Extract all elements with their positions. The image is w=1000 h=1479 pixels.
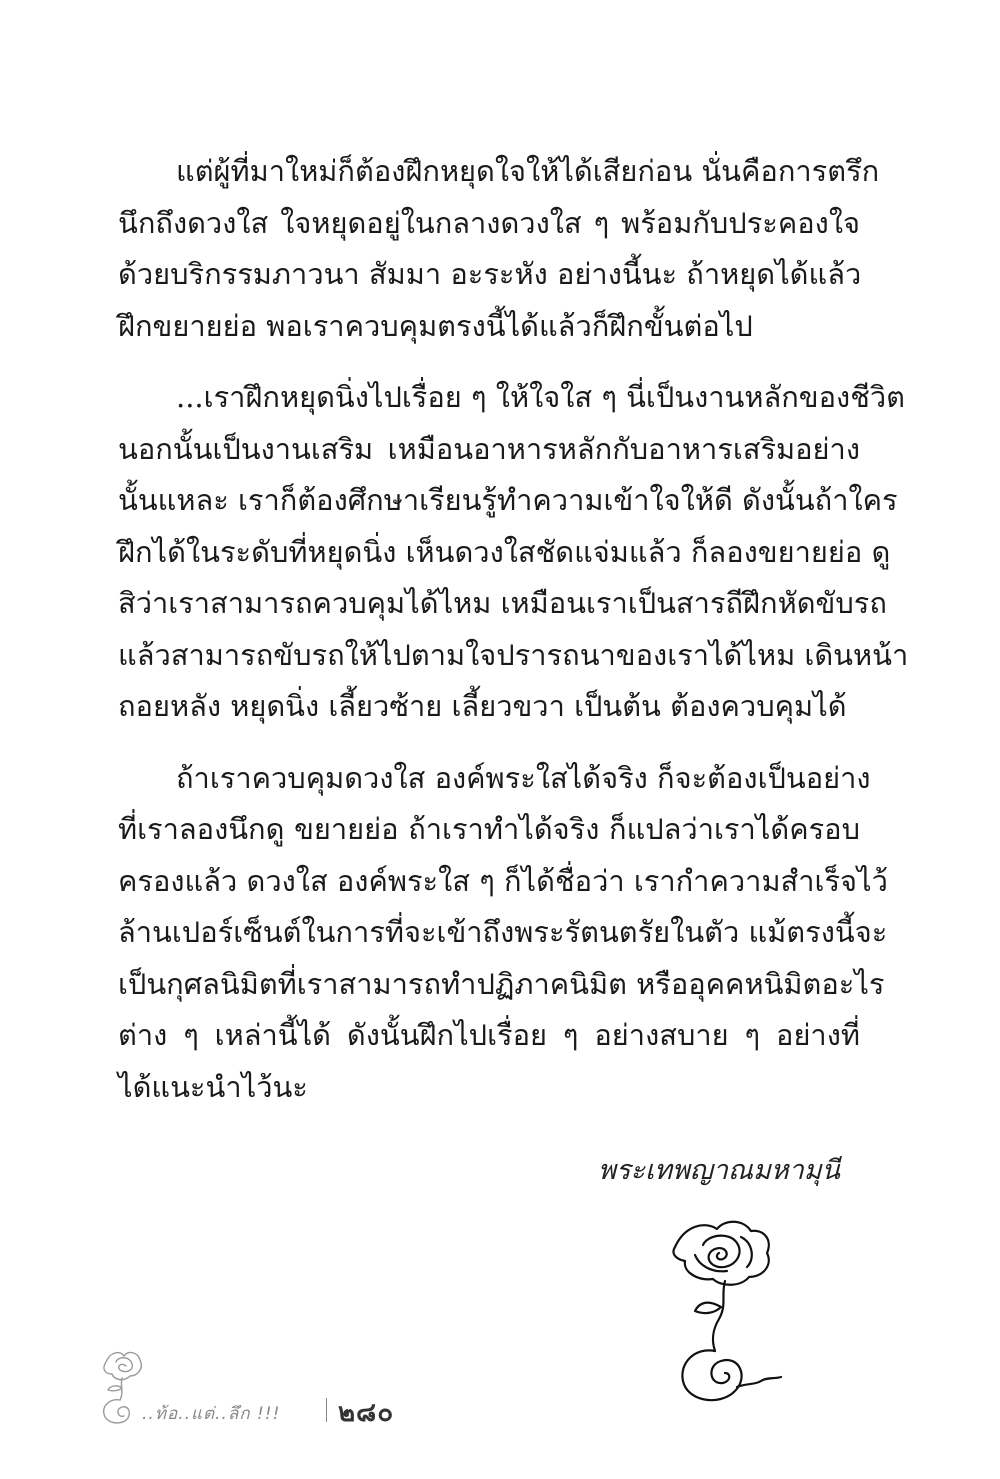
text-line: ฝึกได้ในระดับที่หยุดนิ่ง เห็นดวงใสชัดแจ่มแล้ว ก็ลองขยายย่อ ดู [118, 534, 891, 569]
footer-divider [326, 1398, 327, 1422]
paragraph [118, 372, 909, 733]
text-line: เป็นกุศลนิมิตที่เราสามารถทำปฏิภาคนิมิต หรืออุคคหนิมิตอะไร [118, 966, 885, 1001]
page-footer [98, 1348, 438, 1428]
text-line: ฝึกขยายย่อ พอเราควบคุมตรงนี้ได้แล้วก็ฝึกขั้นต่อไป [118, 308, 753, 343]
text-line: นอกนั้นเป็นงานเสริม เหมือนอาหารหลักกับอาหารเสริมอย่าง [118, 431, 860, 466]
signature-name: พระเทพญาณมหามุนี [598, 1155, 840, 1186]
text-line: สิว่าเราสามารถควบคุมได้ไหม เหมือนเราเป็นสารถีฝึกหัดขับรถ [118, 586, 887, 620]
text-line: นึกถึงดวงใส ใจหยุดอยู่ในกลางดวงใส ๆ พร้อมกับประคองใจ [118, 205, 860, 240]
rose-logo-icon [98, 1348, 146, 1426]
paragraph [118, 753, 888, 1114]
text-line: ด้วยบริกรรมภาวนา สัมมา อะระหัง อย่างนี้นะ ถ้าหยุดได้แล้ว [118, 257, 862, 291]
text-line: นั้นแหละ เราก็ต้องศึกษาเรียนรู้ทำความเข้าใจให้ดี ดังนั้นถ้าใคร [118, 483, 898, 517]
rose-drawing-icon [655, 1215, 795, 1415]
body-text [118, 146, 909, 1133]
text-line: ต่าง ๆ เหล่านี้ได้ ดังนั้นฝึกไปเรื่อย ๆ อย่างสบาย ๆ อย่างที่ [118, 1018, 860, 1052]
text-line: ...เราฝึกหยุดนิ่งไปเรื่อย ๆ ให้ใจใส ๆ นี่เป็นงานหลักของชีวิต [176, 380, 905, 414]
paragraph [118, 146, 880, 352]
page-number: ๒๘๐ [338, 1398, 395, 1428]
text-line: ครองแล้ว ดวงใส องค์พระใส ๆ ก็ได้ชื่อว่า เรากำความสำเร็จไว้ [118, 863, 888, 898]
text-line: ล้านเปอร์เซ็นต์ในการที่จะเข้าถึงพระรัตนตรัยในตัว แม้ตรงนี้จะ [118, 915, 888, 949]
footer-script-text: ..ท้อ..แต่..ลึก !!! [142, 1404, 281, 1424]
text-line: ถ้าเราควบคุมดวงใส องค์พระใสได้จริง ก็จะต้องเป็นอย่าง [176, 760, 871, 795]
text-line: แต่ผู้ที่มาใหม่ก็ต้องฝึกหยุดใจให้ได้เสียก่อน นั่นคือการตรึก [176, 154, 880, 188]
text-line: ได้แนะนำไว้นะ [118, 1069, 308, 1104]
text-line: ที่เราลองนึกดู ขยายย่อ ถ้าเราทำได้จริง ก็แปลว่าเราได้ครอบ [118, 812, 860, 846]
text-line: แล้วสามารถขับรถให้ไปตามใจปรารถนาของเราได้ไหม เดินหน้า [118, 637, 909, 672]
text-line: ถอยหลัง หยุดนิ่ง เลี้ยวซ้าย เลี้ยวขวา เป็นต้น ต้องควบคุมได้ [118, 689, 847, 723]
